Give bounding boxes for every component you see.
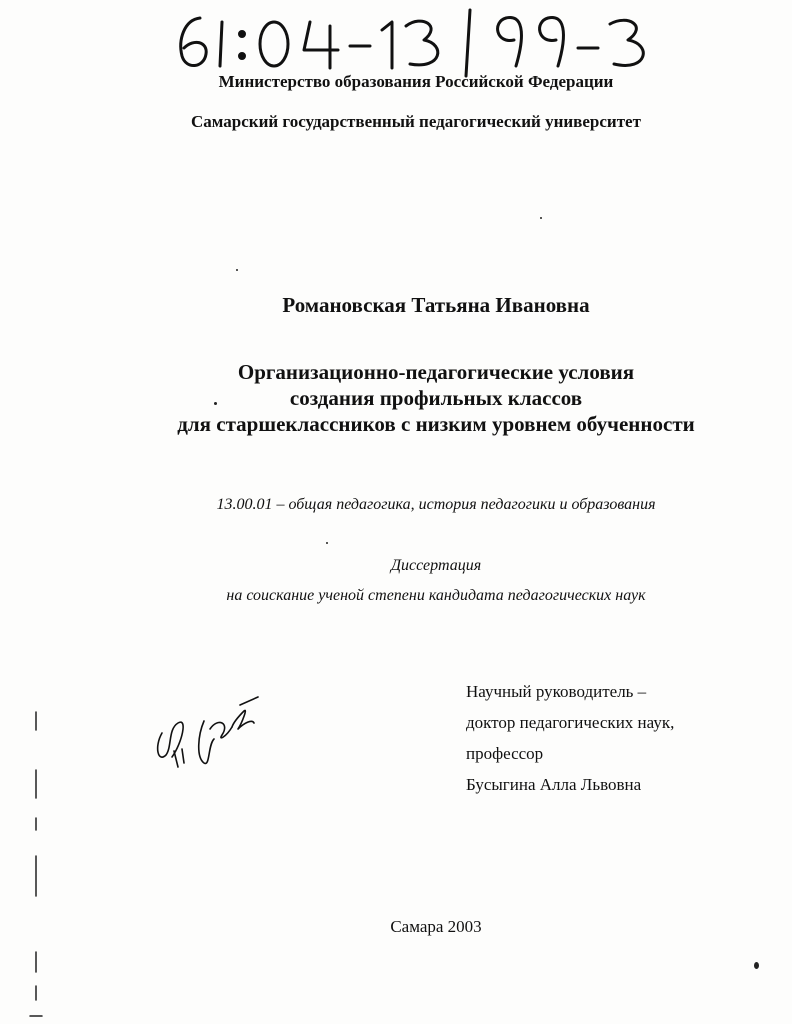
dissertation-type: Диссертация	[390, 557, 482, 574]
university-name: Самарский государственный педагогический университет	[191, 112, 641, 131]
supervisor-role: Научный руководитель –	[466, 682, 647, 701]
specialty-code: 13.00.01 – общая педагогика, история педагогики и образования	[216, 496, 656, 513]
supervisor-name: Бусыгина Алла Львовна	[466, 775, 642, 794]
title-line: создания профильных классов	[289, 386, 583, 410]
dissertation-purpose: на соискание ученой степени кандидата педагогических наук	[226, 587, 646, 604]
city-year: Самара 2003	[390, 917, 482, 936]
scan-margin-marks	[28, 700, 44, 1024]
scan-speck	[754, 962, 759, 969]
title-line: Организационно-педагогические условия	[237, 360, 635, 384]
title-line: для старшеклассников с низким уровнем обученности	[177, 412, 695, 436]
handwritten-signature	[148, 693, 268, 773]
supervisor-block	[466, 676, 674, 800]
scan-speck	[326, 542, 328, 544]
supervisor-title: профессор	[466, 744, 544, 763]
scan-speck	[236, 269, 238, 271]
scan-speck	[540, 217, 542, 219]
author-name: Романовская Татьяна Ивановна	[282, 293, 590, 317]
handwritten-catalog-code	[170, 4, 670, 80]
scan-speck	[214, 402, 217, 405]
supervisor-degree: доктор педагогических наук,	[466, 713, 675, 732]
ministry-name: Министерство образования Российской Федерации	[218, 72, 614, 91]
dissertation-title	[0, 359, 792, 437]
